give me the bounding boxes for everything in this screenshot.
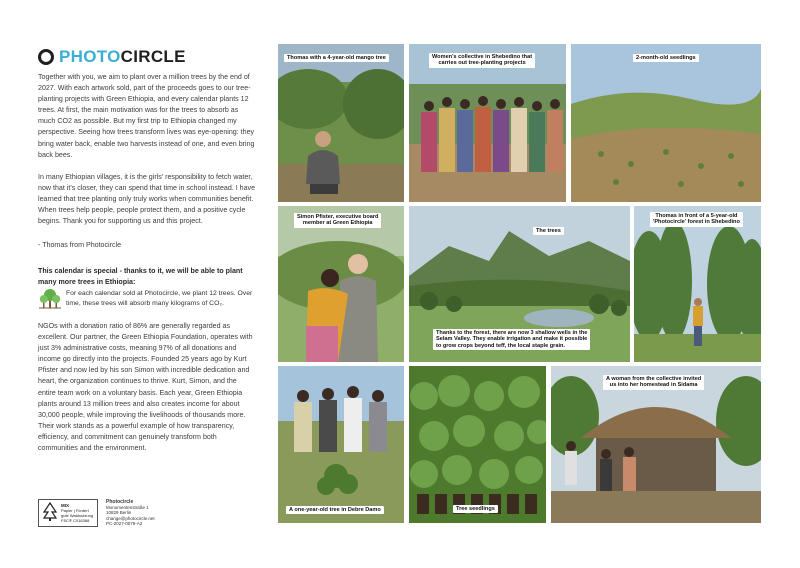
caption-sidama-homestead [603, 375, 704, 390]
caption-womens-collective [429, 53, 535, 68]
fsc-mix: MIX [61, 503, 70, 508]
caption-womens-collective-line1: Women's collective in Shebedino that [432, 54, 533, 60]
caption-selam-valley-line2: Selam Valley. They enable irrigation and make it possible [436, 336, 588, 343]
caption-tree-seedlings: Tree seedlings [453, 505, 498, 513]
caption-photocircle-forest [650, 212, 743, 227]
photo-sidama-homestead [551, 366, 761, 523]
caption-simon-pfister [294, 213, 381, 228]
photocircle-logo [38, 47, 186, 67]
fsc-tree-icon [42, 502, 58, 524]
photo-simon-pfister [278, 206, 404, 362]
tree-note [38, 287, 263, 309]
caption-womens-collective-line2: carries out tree-planting projects [438, 60, 526, 67]
caption-photocircle-forest-line1: Thomas in front of a 5-year-old [655, 213, 738, 219]
caption-selam-valley-line3: to grow crops beyond teff, the local staple grain. [436, 342, 565, 349]
logo-word-photo: PHOTO [59, 47, 121, 66]
caption-sidama-homestead-line1: A woman from the collective invited [606, 376, 702, 382]
photo-tree-seedlings [409, 366, 546, 523]
special-heading: This calendar is special - thanks to it, we will be able to plant many more trees in Ethiopia: [38, 267, 243, 286]
caption-photocircle-forest-line2: 'Photocircle' forest in Shebedino [653, 219, 740, 226]
logo-circle-icon [38, 49, 54, 65]
photo-photocircle-forest [634, 206, 761, 362]
signature: - Thomas from Photocircle [38, 241, 122, 249]
ngo-paragraph: NGOs with a donation ratio of 86% are generally regarded as excellent. Our partner, the Green Ethiopia Foundation, operates with just 3% administrative costs, meaning 97% of all donations and income go directly into the projects. Founded 25 years ago by Kurt Pfister and now led by his son Simon with incredible dedication and heart, the organization continues to thrive. Kurt, Simon, and the entire team work on a voluntary basis. Each year, Green Ethiopia plants around 13 million trees and also creates income for about 30,000 people, while improving the livelihoods of thousands more. Their work stands as a powerful example of how transparency, efficiency, and commitment can genuinely transform both communities and the environment. [38, 322, 253, 453]
caption-simon-pfister-line1: Simon Pfister, executive board [297, 214, 379, 220]
caption-thomas-mango: Thomas with a 4-year-old mango tree [284, 54, 389, 62]
fsc-logo [38, 499, 98, 527]
photo-womens-collective [409, 44, 566, 202]
fsc-line2: gute Waldnutzung [61, 513, 94, 518]
caption-the-trees: The trees [533, 227, 564, 235]
company-code: PC-2027-0079-A2 [106, 520, 143, 526]
caption-selam-valley-line1: Thanks to the forest, there are now 3 shallow wells in the [436, 330, 588, 336]
company-name: Photocircle [106, 499, 134, 505]
caption-debre-damo: A one-year-old tree in Debre Damo [286, 506, 384, 514]
photo-selam-valley [409, 206, 630, 362]
caption-sidama-homestead-line2: us into her homestead in Sidama [609, 382, 698, 389]
photo-thomas-mango [278, 44, 404, 202]
photo-seedlings-hill [571, 44, 761, 202]
company-email: change@photocircle.net [106, 515, 155, 521]
company-city: 10829 Berlin [106, 510, 132, 516]
villages-paragraph: In many Ethiopian villages, it is the girls' responsibility to fetch water, now that it's closer, they can spend that time in school instead. I have learned that tree planting only truly works when communities benefit. When trees help people, people protect them, and a positive cycle begins. Thank you for supporting us and this project. [38, 173, 256, 226]
tree-note-text: For each calendar sold at Photocircle, we plant 12 trees. Over time, these trees will absorb many kilograms of CO₂. [66, 290, 253, 307]
caption-simon-pfister-line2: member at Green Ethiopia [302, 220, 373, 227]
company-street: Monumentenstraße 1 [106, 505, 149, 511]
company-address [106, 500, 155, 526]
caption-seedlings-hill: 2-month-old seedlings [633, 54, 699, 62]
fsc-code: FSC® C016368 [61, 518, 90, 523]
intro-paragraph: Together with you, we aim to plant over a million trees by the end of 2027. With each artwork sold, part of the proceeds goes to our tree-planting projects with Green Ethiopia, and every calendar plants 12 trees. At first, the main motivation was for the trees to absorb as much CO2 as possible. But my first trip to Ethiopia changed my perspective. Seeing how trees transform lives was eye-opening: they bring water back, enable two harvests instead of one, and even bring back bees. [38, 73, 255, 159]
tree-icon [38, 287, 62, 309]
logo-word-circle: CIRCLE [120, 47, 186, 66]
fsc-line1: Papier | Fördert [61, 508, 89, 513]
caption-selam-valley [433, 329, 590, 350]
photo-debre-damo [278, 366, 404, 523]
